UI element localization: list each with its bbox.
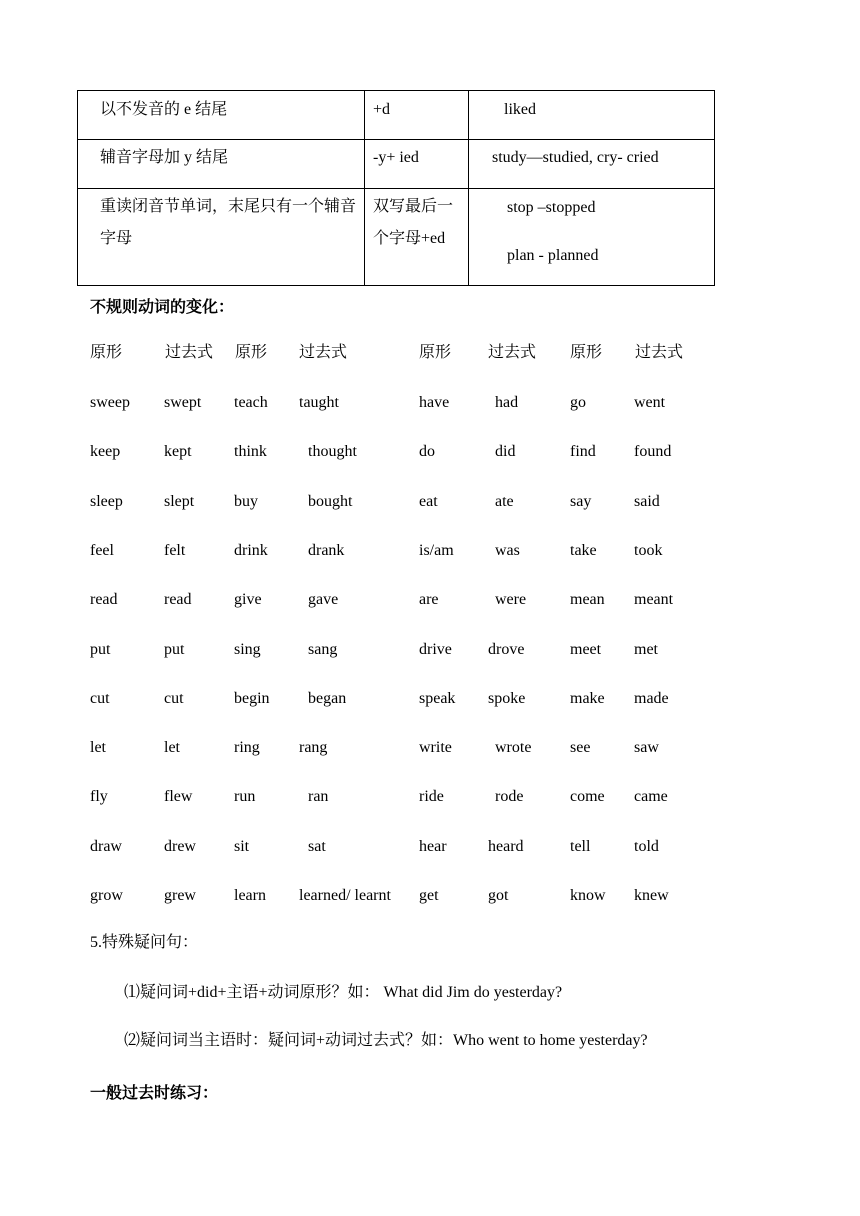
column-header: 原形: [90, 344, 123, 361]
practice-heading: 一般过去时练习：: [90, 1085, 219, 1102]
verb-base-form: fly: [90, 788, 108, 805]
verb-base-form: come: [570, 788, 605, 805]
verb-past-form: did: [495, 443, 516, 460]
verb-base-form: sweep: [90, 394, 130, 411]
verb-base-form: give: [234, 591, 262, 608]
verb-base-form: draw: [90, 838, 122, 855]
verb-past-form: kept: [164, 443, 192, 460]
column-header: 过去式: [165, 344, 214, 361]
irregular-verbs-heading: 不规则动词的变化：: [90, 299, 235, 316]
verb-past-form: bought: [308, 493, 353, 510]
verb-base-form: grow: [90, 887, 123, 904]
verb-past-form: ate: [495, 493, 514, 510]
column-header: 原形: [419, 344, 452, 361]
verb-base-form: do: [419, 443, 435, 460]
column-header: 过去式: [488, 344, 537, 361]
rule-condition: 辅音字母加 y 结尾: [100, 149, 229, 166]
verb-base-form: begin: [234, 690, 270, 707]
verb-past-form: sat: [308, 838, 326, 855]
verb-base-form: say: [570, 493, 592, 510]
verb-past-form: heard: [488, 838, 524, 855]
column-header: 原形: [570, 344, 603, 361]
verb-base-form: hear: [419, 838, 447, 855]
verb-past-form: wrote: [495, 739, 532, 756]
verb-base-form: sit: [234, 838, 250, 855]
verb-base-form: mean: [570, 591, 605, 608]
verb-base-form: ride: [419, 788, 444, 805]
verb-past-form: were: [495, 591, 527, 608]
verb-base-form: buy: [234, 493, 258, 510]
verb-base-form: find: [570, 443, 596, 460]
verb-past-form: meant: [634, 591, 674, 608]
verb-past-form: slept: [164, 493, 195, 510]
verb-past-form: drew: [164, 838, 196, 855]
verb-past-form: drank: [308, 542, 345, 559]
verb-past-form: drove: [488, 641, 525, 658]
special-question-rule: ⑴疑问词+did+主语+动词原形？如： What did Jim do yesterday?: [124, 984, 563, 1001]
verb-past-form: ran: [308, 788, 329, 805]
spelling-rules-table: [77, 90, 715, 286]
verb-base-form: have: [419, 394, 450, 411]
rule-example: liked: [504, 101, 536, 118]
verb-base-form: think: [234, 443, 267, 460]
verb-past-form: made: [634, 690, 669, 707]
rule-condition: 重读闭音节单词，末尾只有一个辅音字母: [100, 198, 357, 247]
verb-base-form: cut: [90, 690, 110, 707]
verb-base-form: learn: [234, 887, 266, 904]
special-question-rule: ⑵疑问词当主语时：疑问词+动词过去式？如：Who went to home yesterday?: [124, 1032, 648, 1049]
column-header: 过去式: [299, 344, 348, 361]
verb-base-form: put: [90, 641, 111, 658]
verb-base-form: sleep: [90, 493, 123, 510]
verb-base-form: teach: [234, 394, 268, 411]
verb-base-form: ring: [234, 739, 260, 756]
verb-base-form: let: [90, 739, 106, 756]
verb-base-form: read: [90, 591, 118, 608]
verb-past-form: met: [634, 641, 658, 658]
verb-base-form: get: [419, 887, 439, 904]
rule-method: 双写最后一个字母+ed: [373, 198, 454, 247]
verb-base-form: is/am: [419, 542, 454, 559]
verb-past-form: swept: [164, 394, 202, 411]
verb-base-form: see: [570, 739, 591, 756]
verb-past-form: thought: [308, 443, 357, 460]
verb-base-form: meet: [570, 641, 602, 658]
rule-method: -y+ ied: [373, 149, 419, 166]
verb-base-form: drive: [419, 641, 452, 658]
verb-base-form: make: [570, 690, 605, 707]
rule-row: [78, 189, 715, 286]
rule-row: [78, 140, 715, 189]
verb-base-form: drink: [234, 542, 268, 559]
rule-method: +d: [373, 101, 391, 118]
verb-past-form: rang: [299, 739, 328, 756]
verb-base-form: take: [570, 542, 597, 559]
column-header: 过去式: [635, 344, 684, 361]
verb-past-form: felt: [164, 542, 186, 559]
rule-row: [78, 91, 715, 140]
verb-base-form: speak: [419, 690, 456, 707]
verb-past-form: learned/ learnt: [299, 887, 391, 904]
verb-past-form: put: [164, 641, 185, 658]
verb-past-form: had: [495, 394, 519, 411]
verb-past-form: saw: [634, 739, 659, 756]
verb-base-form: are: [419, 591, 439, 608]
verb-base-form: eat: [419, 493, 438, 510]
rule-example: study—studied, cry- cried: [492, 149, 659, 166]
verb-past-form: read: [164, 591, 192, 608]
rule-example: plan - planned: [507, 247, 599, 264]
verb-base-form: go: [570, 394, 586, 411]
verb-past-form: spoke: [488, 690, 526, 707]
verb-past-form: got: [488, 887, 509, 904]
verb-past-form: gave: [308, 591, 339, 608]
verb-base-form: feel: [90, 542, 114, 559]
rule-example: stop –stopped: [507, 199, 596, 216]
verb-base-form: tell: [570, 838, 591, 855]
verb-past-form: was: [495, 542, 520, 559]
verb-base-form: write: [419, 739, 452, 756]
special-questions-title: 5.特殊疑问句：: [90, 934, 199, 951]
verb-base-form: know: [570, 887, 606, 904]
verb-past-form: grew: [164, 887, 196, 904]
verb-past-form: taught: [299, 394, 339, 411]
verb-base-form: run: [234, 788, 256, 805]
verb-past-form: let: [164, 739, 180, 756]
verb-base-form: sing: [234, 641, 261, 658]
verb-past-form: cut: [164, 690, 184, 707]
rule-condition: 以不发音的 e 结尾: [100, 101, 228, 118]
verb-past-form: came: [634, 788, 668, 805]
verb-past-form: said: [634, 493, 660, 510]
column-header: 原形: [235, 344, 268, 361]
verb-base-form: keep: [90, 443, 121, 460]
verb-past-form: rode: [495, 788, 524, 805]
verb-past-form: began: [308, 690, 347, 707]
verb-past-form: found: [634, 443, 672, 460]
verb-past-form: told: [634, 838, 659, 855]
verb-past-form: knew: [634, 887, 669, 904]
verb-past-form: went: [634, 394, 666, 411]
verb-past-form: sang: [308, 641, 338, 658]
verb-past-form: flew: [164, 788, 193, 805]
verb-past-form: took: [634, 542, 663, 559]
